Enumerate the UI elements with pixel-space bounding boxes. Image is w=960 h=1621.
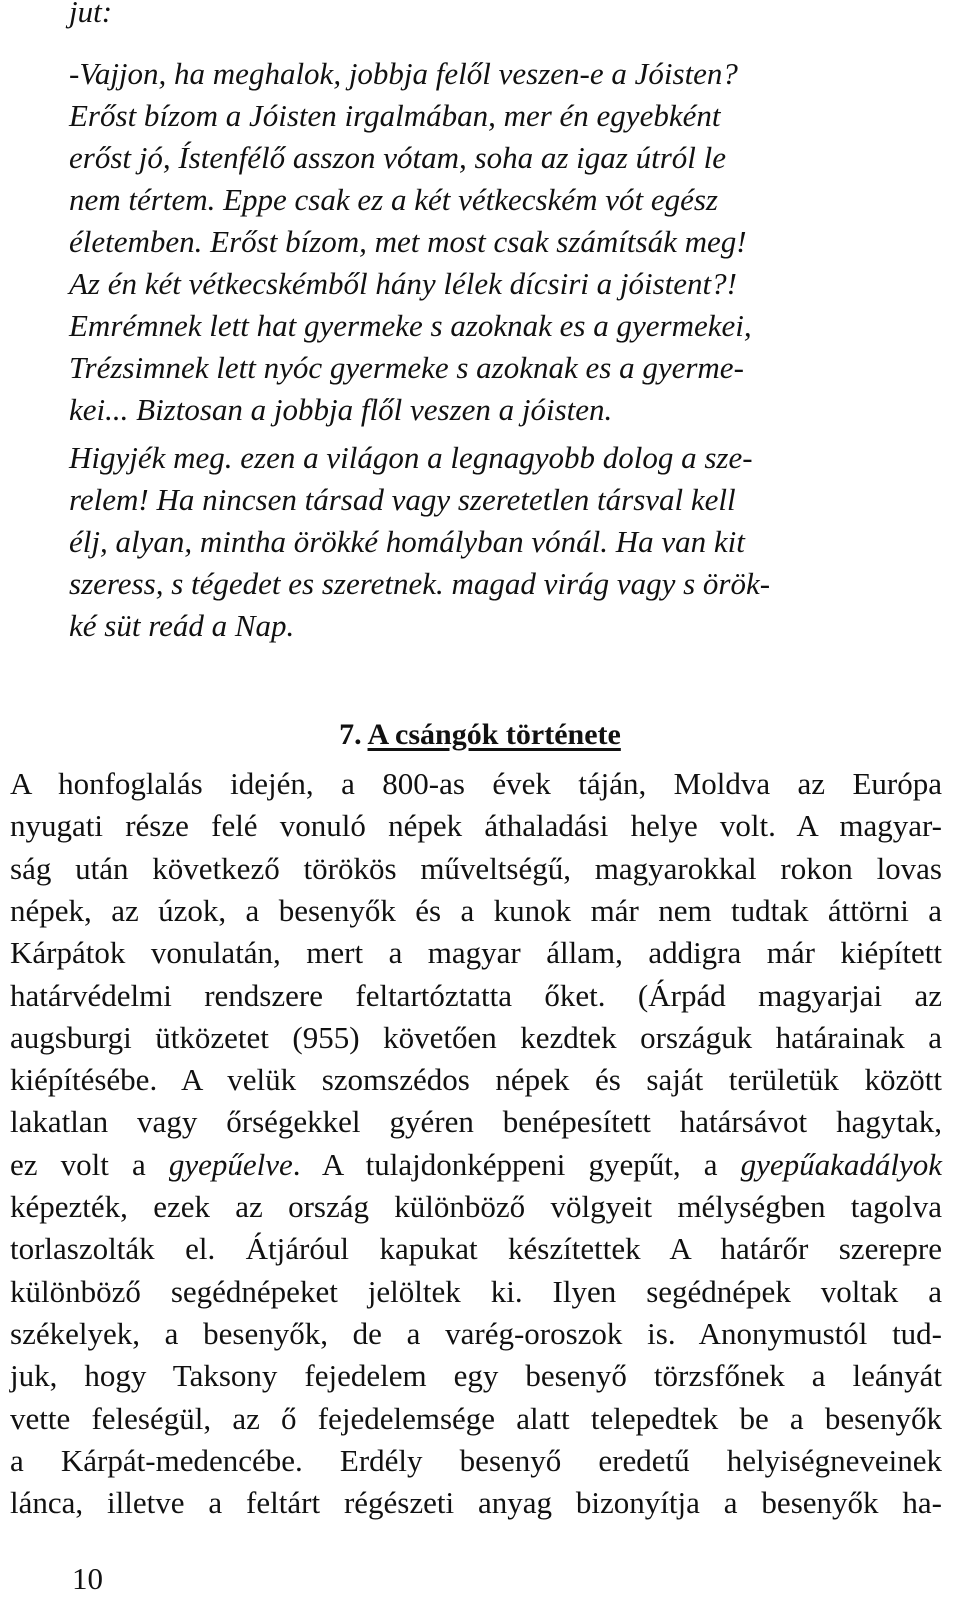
body-line	[10, 853, 942, 884]
body-text-segment: augsburgi ütközetet (955) követően kezdtek országuk határainak a	[10, 1020, 942, 1055]
body-line	[10, 1191, 942, 1222]
body-text-segment: népek, az úzok, a besenyők és a kunok már nem tudtak áttörni a	[10, 893, 942, 928]
quote-line: nem tértem. Eppe csak ez a két vétkecském vót egész	[69, 182, 718, 217]
quote-line: Higyjék meg. ezen a világon a legnagyobb dolog a sze-	[69, 440, 753, 475]
quote-line: jut:	[69, 0, 113, 29]
body-text-segment: ez volt a	[10, 1147, 169, 1182]
body-text-segment: lánca, illetve a feltárt régészeti anyag bizonyítja a besenyők ha-	[10, 1485, 942, 1520]
body-text-segment: vette feleségül, az ő fejedelemsége alatt telepedtek be a besenyők	[10, 1401, 942, 1436]
body-text-segment: különböző segédnépeket jelöltek ki. Ilyen segédnépek voltak a	[10, 1274, 942, 1309]
quote-line: szeress, s tégedet es szeretnek. magad virág vagy s örök-	[69, 566, 771, 601]
italic-term: gyepűakadályok	[740, 1147, 942, 1182]
body-text-segment: képezték, ezek az ország különböző völgyeit mélységben tagolva	[10, 1189, 942, 1224]
body-line	[10, 810, 942, 841]
body-line	[10, 1318, 942, 1349]
body-text-segment: kiépítésébe. A velük szomszédos népek és saját területük között	[10, 1062, 942, 1097]
quote-line: Trézsimnek lett nyóc gyermeke s azoknak es a gyerme-	[69, 350, 744, 385]
page-number: 10	[72, 1561, 103, 1596]
body-line	[10, 1403, 942, 1434]
section-heading	[0, 720, 960, 750]
body-line	[10, 937, 942, 968]
body-text-segment: Kárpátok vonulatán, mert a magyar állam, addigra már kiépített	[10, 935, 942, 970]
section-number: 7.	[339, 718, 362, 751]
body-text-segment: a Kárpát-medencébe. Erdély besenyő eredetű helyiségneveinek	[10, 1443, 942, 1478]
body-line	[10, 1106, 942, 1137]
quote-line: kei... Biztosan a jobbja flől veszen a jóisten.	[69, 392, 613, 427]
quote-line: életemben. Erőst bízom, met most csak számítsák meg!	[69, 224, 747, 259]
section-title: A csángók története	[367, 718, 621, 751]
body-text-segment: székelyek, a besenyők, de a varég-oroszok is. Anonymustól tud-	[10, 1316, 942, 1351]
body-line	[10, 980, 942, 1011]
body-line	[10, 1360, 942, 1391]
body-text-segment: torlaszolták el. Átjáróul kapukat készítettek A határőr szerepre	[10, 1231, 942, 1266]
body-text-segment: . A tulajdonképpeni gyepűt, a	[292, 1147, 741, 1182]
italic-term: gyepűelve	[168, 1147, 293, 1182]
quote-line: -Vajjon, ha meghalok, jobbja felől veszen-e a Jóisten?	[69, 56, 738, 91]
quote-line: erőst jó, Ístenfélő asszon vótam, soha az igaz útról le	[69, 140, 727, 175]
body-text-segment: nyugati része felé vonuló népek áthaladási helye volt. A magyar-	[10, 808, 942, 843]
body-line	[10, 1022, 942, 1053]
quote-line: Erőst bízom a Jóisten irgalmában, mer én egyebként	[69, 98, 721, 133]
body-line	[10, 1064, 942, 1095]
body-text-segment: határvédelmi rendszere feltartóztatta őket. (Árpád magyarjai az	[10, 978, 942, 1013]
quote-line: relem! Ha nincsen társad vagy szeretetlen társval kell	[69, 482, 736, 517]
quote-line: élj, alyan, mintha örökké homályban vónál. Ha van kit	[69, 524, 745, 559]
body-line	[10, 1233, 942, 1264]
body-line	[10, 1149, 942, 1180]
body-text-segment: ság után következő törökös műveltségű, magyarokkal rokon lovas	[10, 851, 942, 886]
body-line	[10, 895, 942, 926]
body-text-segment: lakatlan vagy őrségekkel gyéren benépesített határsávot hagytak,	[10, 1104, 942, 1139]
body-line	[10, 1487, 942, 1518]
body-line	[10, 1276, 942, 1307]
body-line	[10, 1445, 942, 1476]
body-text-segment: A honfoglalás idején, a 800-as évek táján, Moldva az Európa	[10, 766, 942, 801]
body-line	[10, 768, 942, 799]
quote-line: Emrémnek lett hat gyermeke s azoknak es a gyermekei,	[69, 308, 752, 343]
quote-line: ké süt reád a Nap.	[69, 608, 295, 643]
quote-line: Az én két vétkecskémből hány lélek dícsiri a jóistent?!	[69, 266, 737, 301]
body-text-segment: juk, hogy Taksony fejedelem egy besenyő törzsfőnek a leányát	[10, 1358, 942, 1393]
